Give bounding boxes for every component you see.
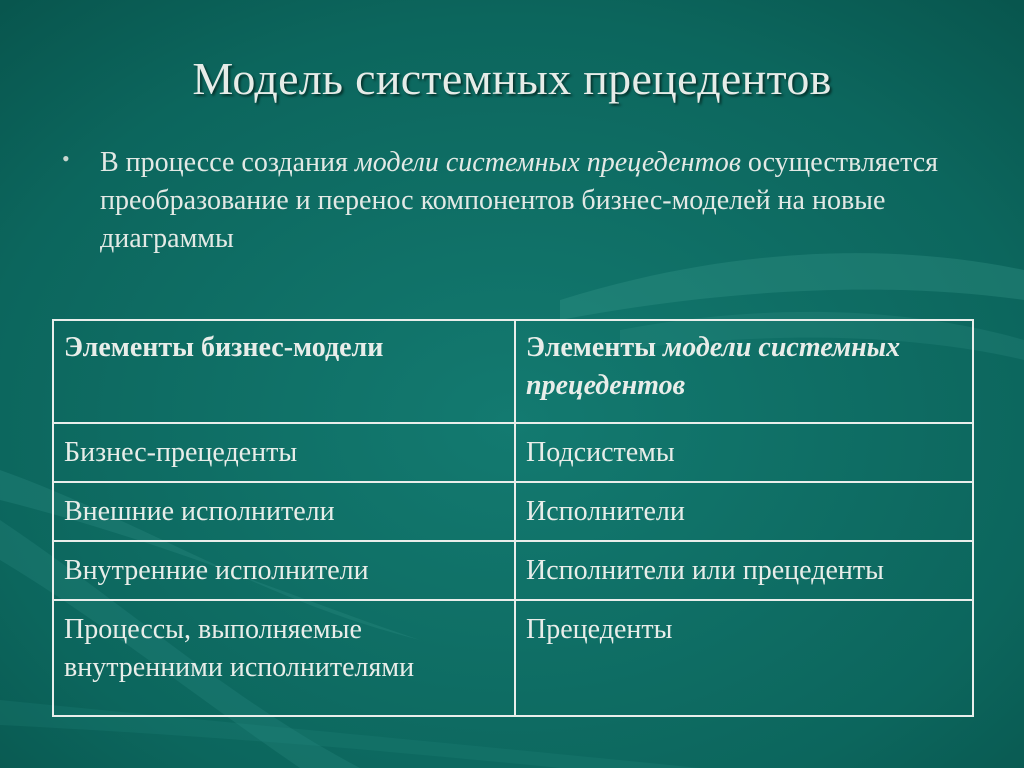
cell-business: Бизнес-прецеденты: [53, 423, 515, 482]
cell-system: Прецеденты: [515, 600, 973, 716]
table-row: [53, 482, 973, 541]
cell-business: Процессы, выполняемые внутренними исполнителями: [53, 600, 515, 716]
bullet-text-after: осуществляется преобразование и перенос компонентов бизнес-моделей на новые диаграммы: [100, 147, 938, 254]
table-header-row: [53, 320, 973, 423]
bullet-text-before: В процессе создания: [100, 147, 355, 178]
bullet-dot-icon: •: [62, 146, 70, 171]
header-cell-system: [515, 320, 973, 423]
cell-system: Исполнители или прецеденты: [515, 541, 973, 600]
cell-system: Исполнители: [515, 482, 973, 541]
table-row: [53, 423, 973, 482]
cell-business: Внешние исполнители: [53, 482, 515, 541]
mapping-table: [52, 319, 974, 717]
cell-system: Подсистемы: [515, 423, 973, 482]
slide-title: Модель системных прецедентов: [192, 53, 832, 104]
table-row: [53, 541, 973, 600]
header-business-label: Элементы бизнес-модели: [64, 332, 384, 363]
bullet-text-italic: модели системных прецедентов: [354, 147, 741, 178]
header-system-italic: модели системных прецедентов: [526, 332, 901, 401]
cell-business: Внутренние исполнители: [53, 541, 515, 600]
table-row: [53, 600, 973, 716]
header-cell-business: [53, 320, 515, 423]
bullet-text: [100, 144, 940, 258]
header-system-plain: Элементы: [526, 332, 664, 363]
